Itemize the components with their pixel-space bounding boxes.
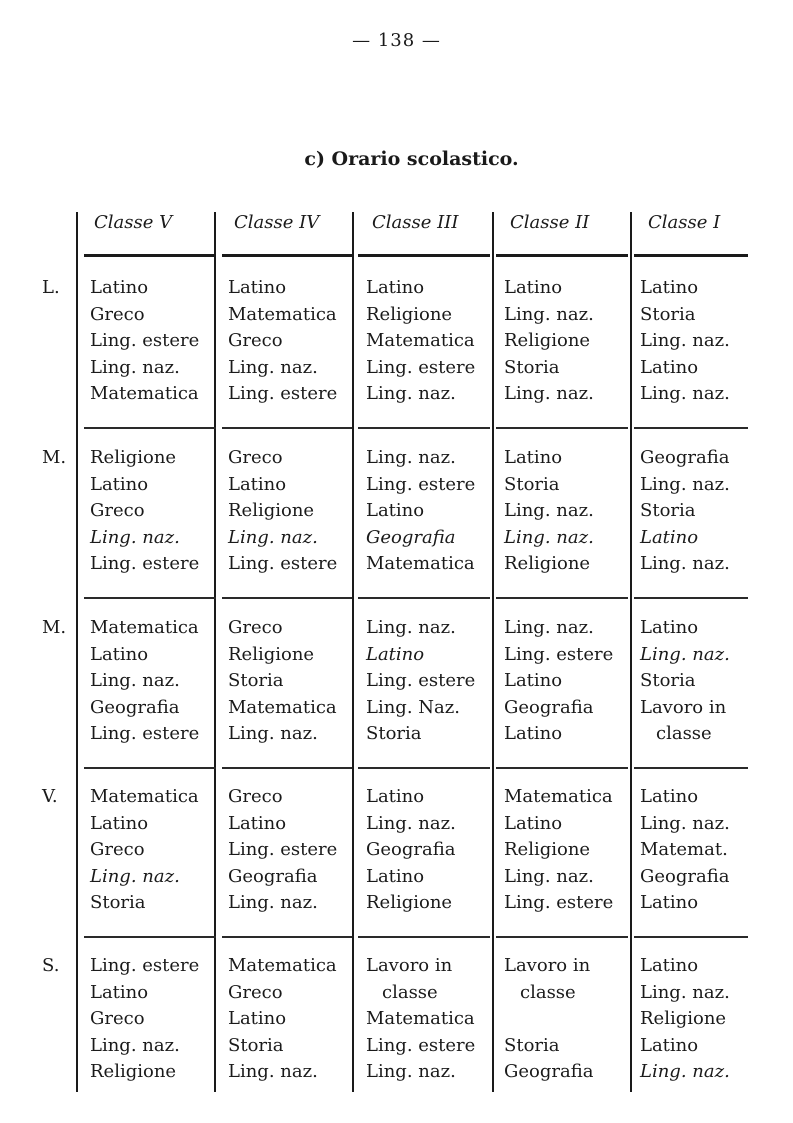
lesson: Ling. estere	[366, 473, 476, 495]
lesson: Latino	[228, 1008, 287, 1029]
lesson: Ling. naz.	[90, 1034, 180, 1056]
lesson: Ling. estere	[90, 723, 200, 744]
lesson: Latino	[504, 277, 563, 298]
lesson: Storia	[504, 356, 560, 378]
column-header: Classe II	[510, 212, 590, 233]
lesson: Ling. naz.	[366, 383, 456, 404]
lesson: Latino	[640, 1034, 699, 1056]
lesson: Storia	[640, 500, 696, 521]
lesson: Ling. naz.	[90, 865, 180, 887]
column-divider	[76, 212, 78, 1092]
header-rule	[222, 254, 352, 257]
lesson: Storia	[640, 303, 696, 325]
lesson: Greco	[228, 617, 283, 638]
lesson: Geografia	[640, 447, 730, 468]
lesson: Religione	[228, 500, 315, 521]
schedule-cell	[366, 615, 475, 748]
lesson: classe	[382, 981, 438, 1003]
lesson: Ling. naz.	[640, 553, 730, 574]
day-label: M.	[42, 617, 67, 638]
lesson: Ling. estere	[228, 839, 338, 860]
page-number: — 138 —	[352, 30, 441, 51]
day-separator	[84, 767, 216, 769]
lesson: Religione	[366, 892, 453, 913]
lesson: Religione	[640, 1008, 727, 1029]
lesson: Ling. naz.	[640, 643, 730, 665]
column-header: Classe IV	[234, 212, 320, 233]
lesson: Matematica	[228, 303, 337, 325]
lesson: Latino	[504, 723, 563, 744]
day-separator	[358, 427, 490, 429]
lesson: Latino	[90, 981, 149, 1003]
lesson: Latino	[640, 526, 699, 548]
lesson: Ling. naz.	[90, 526, 180, 548]
lesson: Ling. estere	[228, 383, 338, 404]
lesson: Geografia	[504, 1061, 594, 1082]
lesson: Latino	[366, 500, 425, 521]
lesson: Ling. estere	[366, 670, 476, 691]
lesson: Religione	[228, 643, 315, 665]
lesson: classe	[520, 981, 576, 1003]
lesson: Latino	[366, 277, 425, 298]
lesson: Storia	[90, 892, 146, 913]
lesson: Greco	[90, 303, 145, 325]
lesson: Latino	[90, 643, 149, 665]
schedule-cell	[504, 615, 613, 748]
lesson: Latino	[228, 473, 287, 495]
lesson: Ling. naz.	[228, 356, 318, 378]
lesson: Ling. naz.	[504, 865, 594, 887]
day-separator	[222, 767, 352, 769]
schedule-cell	[640, 275, 730, 408]
column-header: Classe I	[648, 212, 721, 233]
schedule-cell	[90, 615, 199, 748]
lesson: Greco	[90, 1008, 145, 1029]
lesson: Latino	[366, 643, 425, 665]
lesson: Latino	[640, 955, 699, 976]
lesson: Religione	[504, 330, 591, 351]
lesson: Geografia	[366, 839, 456, 860]
lesson: Geografia	[366, 526, 456, 548]
schedule-cell	[366, 953, 475, 1086]
lesson: Latino	[504, 670, 563, 691]
schedule-cell	[504, 275, 594, 408]
lesson: Latino	[366, 865, 425, 887]
day-label: M.	[42, 447, 67, 468]
page-title: c) Orario scolastico.	[304, 148, 519, 170]
lesson: Ling. Naz.	[366, 696, 460, 718]
schedule-cell	[228, 275, 337, 408]
column-divider	[352, 212, 354, 1092]
lesson: Ling. naz.	[366, 617, 456, 638]
lesson: Matemat.	[640, 839, 728, 860]
lesson: Ling. estere	[504, 643, 614, 665]
schedule-cell	[504, 953, 593, 1086]
lesson: Geografia	[640, 865, 730, 887]
lesson: Ling. naz.	[504, 383, 594, 404]
lesson: Matematica	[228, 696, 337, 718]
lesson: Ling. naz.	[228, 1061, 318, 1082]
lesson: Latino	[228, 277, 287, 298]
day-separator	[496, 597, 628, 599]
day-label: V.	[42, 786, 58, 807]
lesson: Religione	[90, 1061, 177, 1082]
schedule-cell	[90, 445, 199, 578]
lesson: Ling. naz.	[640, 330, 730, 351]
lesson: Matematica	[366, 553, 475, 574]
schedule-cell	[640, 953, 730, 1086]
schedule-cell	[640, 784, 730, 917]
schedule-cell	[504, 445, 594, 578]
day-separator	[634, 767, 748, 769]
header-rule	[84, 254, 216, 257]
header-rule	[358, 254, 490, 257]
day-separator	[634, 936, 748, 938]
day-separator	[84, 597, 216, 599]
lesson: Religione	[366, 303, 453, 325]
day-separator	[496, 767, 628, 769]
column-header: Classe V	[94, 212, 173, 233]
lesson: Latino	[90, 277, 149, 298]
lesson: Greco	[228, 330, 283, 351]
lesson: Ling. estere	[504, 892, 614, 913]
schedule-cell	[366, 445, 475, 578]
lesson	[504, 1006, 593, 1033]
schedule-cell	[228, 784, 337, 917]
lesson: Ling. naz.	[504, 500, 594, 521]
lesson: Matematica	[366, 1008, 475, 1029]
lesson: Ling. naz.	[640, 981, 730, 1003]
lesson: Latino	[90, 812, 149, 834]
day-separator	[222, 597, 352, 599]
lesson: Storia	[366, 723, 422, 744]
lesson: Ling. estere	[90, 553, 200, 574]
schedule-cell	[640, 445, 730, 578]
header-rule	[496, 254, 628, 257]
lesson: classe	[656, 723, 712, 744]
schedule-cell	[90, 953, 199, 1086]
lesson: Ling. estere	[366, 356, 476, 378]
lesson: Geografia	[90, 696, 180, 718]
lesson: Storia	[504, 1034, 560, 1056]
schedule-cell	[366, 784, 456, 917]
lesson: Ling. naz.	[640, 1061, 730, 1082]
schedule-cell	[640, 615, 730, 748]
lesson: Greco	[90, 839, 145, 860]
lesson: Lavoro in	[640, 696, 727, 718]
day-separator	[358, 597, 490, 599]
lesson: Ling. naz.	[228, 723, 318, 744]
day-separator	[84, 427, 216, 429]
lesson: Latino	[640, 786, 699, 807]
lesson: Greco	[228, 786, 283, 807]
lesson: Storia	[640, 670, 696, 691]
lesson: Latino	[640, 277, 699, 298]
lesson: Matematica	[366, 330, 475, 351]
lesson: Matematica	[90, 786, 199, 807]
column-header: Classe III	[372, 212, 459, 233]
lesson: Ling. estere	[90, 955, 200, 976]
lesson: Religione	[504, 553, 591, 574]
lesson: Ling. naz.	[640, 812, 730, 834]
schedule-cell	[90, 275, 199, 408]
lesson: Matematica	[228, 955, 337, 976]
day-separator	[496, 427, 628, 429]
day-separator	[496, 936, 628, 938]
lesson: Ling. naz.	[504, 303, 594, 325]
schedule-cell	[366, 275, 475, 408]
schedule-cell	[228, 953, 337, 1086]
lesson: Ling. naz.	[366, 1061, 456, 1082]
lesson: Latino	[504, 812, 563, 834]
lesson: Greco	[228, 447, 283, 468]
column-divider	[214, 212, 216, 1092]
lesson: Ling. naz.	[228, 526, 318, 548]
lesson: Matematica	[504, 786, 613, 807]
column-divider	[492, 212, 494, 1092]
schedule-cell	[504, 784, 613, 917]
lesson: Greco	[228, 981, 283, 1003]
day-separator	[634, 427, 748, 429]
lesson: Ling. naz.	[90, 356, 180, 378]
lesson: Latino	[90, 473, 149, 495]
lesson: Storia	[228, 1034, 284, 1056]
schedule-cell	[228, 445, 337, 578]
lesson: Storia	[228, 670, 284, 691]
lesson: Matematica	[90, 617, 199, 638]
column-divider	[630, 212, 632, 1092]
day-separator	[222, 427, 352, 429]
lesson: Ling. naz.	[90, 670, 180, 691]
day-separator	[358, 767, 490, 769]
lesson: Matematica	[90, 383, 199, 404]
lesson: Latino	[504, 447, 563, 468]
lesson: Geografia	[228, 865, 318, 887]
lesson: Latino	[640, 892, 699, 913]
lesson: Latino	[228, 812, 287, 834]
schedule-cell	[90, 784, 199, 917]
day-separator	[84, 936, 216, 938]
lesson: Religione	[90, 447, 177, 468]
lesson: Ling. naz.	[640, 473, 730, 495]
day-label: L.	[42, 277, 60, 298]
lesson: Ling. naz.	[504, 617, 594, 638]
lesson: Ling. naz.	[366, 812, 456, 834]
day-separator	[222, 936, 352, 938]
header-rule	[634, 254, 748, 257]
lesson: Ling. estere	[228, 553, 338, 574]
lesson: Ling. estere	[90, 330, 200, 351]
day-separator	[634, 597, 748, 599]
lesson: Geografia	[504, 696, 594, 718]
lesson: Latino	[640, 356, 699, 378]
lesson: Storia	[504, 473, 560, 495]
lesson: Ling. naz.	[366, 447, 456, 468]
day-separator	[358, 936, 490, 938]
lesson: Lavoro in	[366, 955, 453, 976]
lesson: Latino	[640, 617, 699, 638]
lesson: Greco	[90, 500, 145, 521]
lesson: Ling. naz.	[640, 383, 730, 404]
lesson: Ling. estere	[366, 1034, 476, 1056]
lesson: Latino	[366, 786, 425, 807]
lesson: Lavoro in	[504, 955, 591, 976]
lesson: Ling. naz.	[228, 892, 318, 913]
lesson: Ling. naz.	[504, 526, 594, 548]
schedule-cell	[228, 615, 337, 748]
lesson: Religione	[504, 839, 591, 860]
day-label: S.	[42, 955, 60, 976]
